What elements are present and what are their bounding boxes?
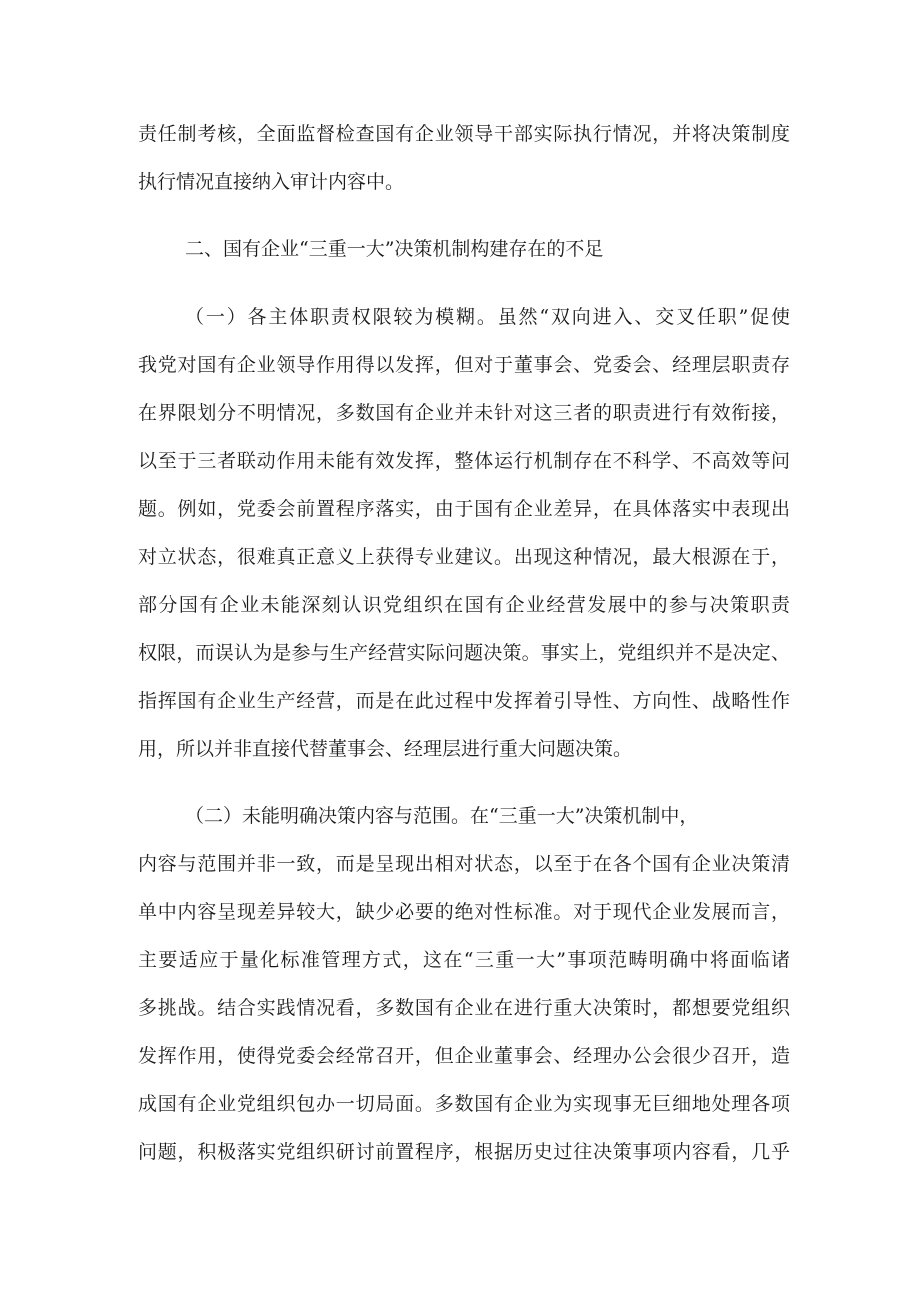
- paragraph-3-line-8: 问题，积极落实党组织研讨前置程序，根据历史过往决策事项内容看，几乎: [138, 1141, 790, 1163]
- paragraph-2-line-3: 在界限划分不明情况，多数国有企业并未针对这三者的职责进行有效衔接，: [138, 402, 790, 424]
- paragraph-3-line-1: （二）未能明确决策内容与范围。在“三重一大”决策机制中，: [185, 805, 699, 827]
- paragraph-1-line-2: 执行情况直接纳入审计内容中。: [138, 171, 405, 193]
- paragraph-2-line-4: 以至于三者联动作用未能有效发挥，整体运行机制存在不科学、不高效等问: [138, 450, 790, 472]
- paragraph-2-line-1: （一）各主体职责权限较为模糊。虽然“双向进入、交叉任职”促使: [185, 306, 790, 328]
- paragraph-2-line-6: 对立状态，很难真正意义上获得专业建议。出现这种情况，最大根源在于，: [138, 546, 790, 568]
- paragraph-3-line-5: 多挑战。结合实践情况看，多数国有企业在进行重大决策时，都想要党组织: [138, 997, 790, 1019]
- paragraph-3-line-6: 发挥作用，使得党委会经常召开，但企业董事会、经理办公会很少召开，造: [138, 1045, 790, 1067]
- paragraph-3-line-3: 单中内容呈现差异较大，缺少必要的绝对性标准。对于现代企业发展而言，: [138, 901, 790, 923]
- paragraph-1-line-1: 责任制考核，全面监督检查国有企业领导干部实际执行情况，并将决策制度: [138, 123, 790, 145]
- paragraph-3-line-4: 主要适应于量化标准管理方式，这在“三重一大”事项范畴明确中将面临诸: [138, 949, 790, 971]
- paragraph-3-line-7: 成国有企业党组织包办一切局面。多数国有企业为实现事无巨细地处理各项: [138, 1093, 790, 1115]
- paragraph-2-line-9: 指挥国有企业生产经营，而是在此过程中发挥着引导性、方向性、战略性作: [138, 690, 790, 712]
- paragraph-2-line-7: 部分国有企业未能深刻认识党组织在国有企业经营发展中的参与决策职责: [138, 594, 790, 616]
- section-heading: 二、国有企业“三重一大”决策机制构建存在的不足: [185, 238, 604, 260]
- paragraph-2-line-2: 我党对国有企业领导作用得以发挥，但对于董事会、党委会、经理层职责存: [138, 354, 790, 376]
- paragraph-2-line-10: 用，所以并非直接代替董事会、经理层进行重大问题决策。: [138, 738, 633, 760]
- paragraph-2-line-5: 题。例如，党委会前置程序落实，由于国有企业差异，在具体落实中表现出: [138, 498, 790, 520]
- paragraph-3-line-2: 内容与范围并非一致，而是呈现出相对状态，以至于在各个国有企业决策清: [138, 853, 790, 875]
- paragraph-2-line-8: 权限，而误认为是参与生产经营实际问题决策。事实上，党组织并不是决定、: [138, 642, 790, 664]
